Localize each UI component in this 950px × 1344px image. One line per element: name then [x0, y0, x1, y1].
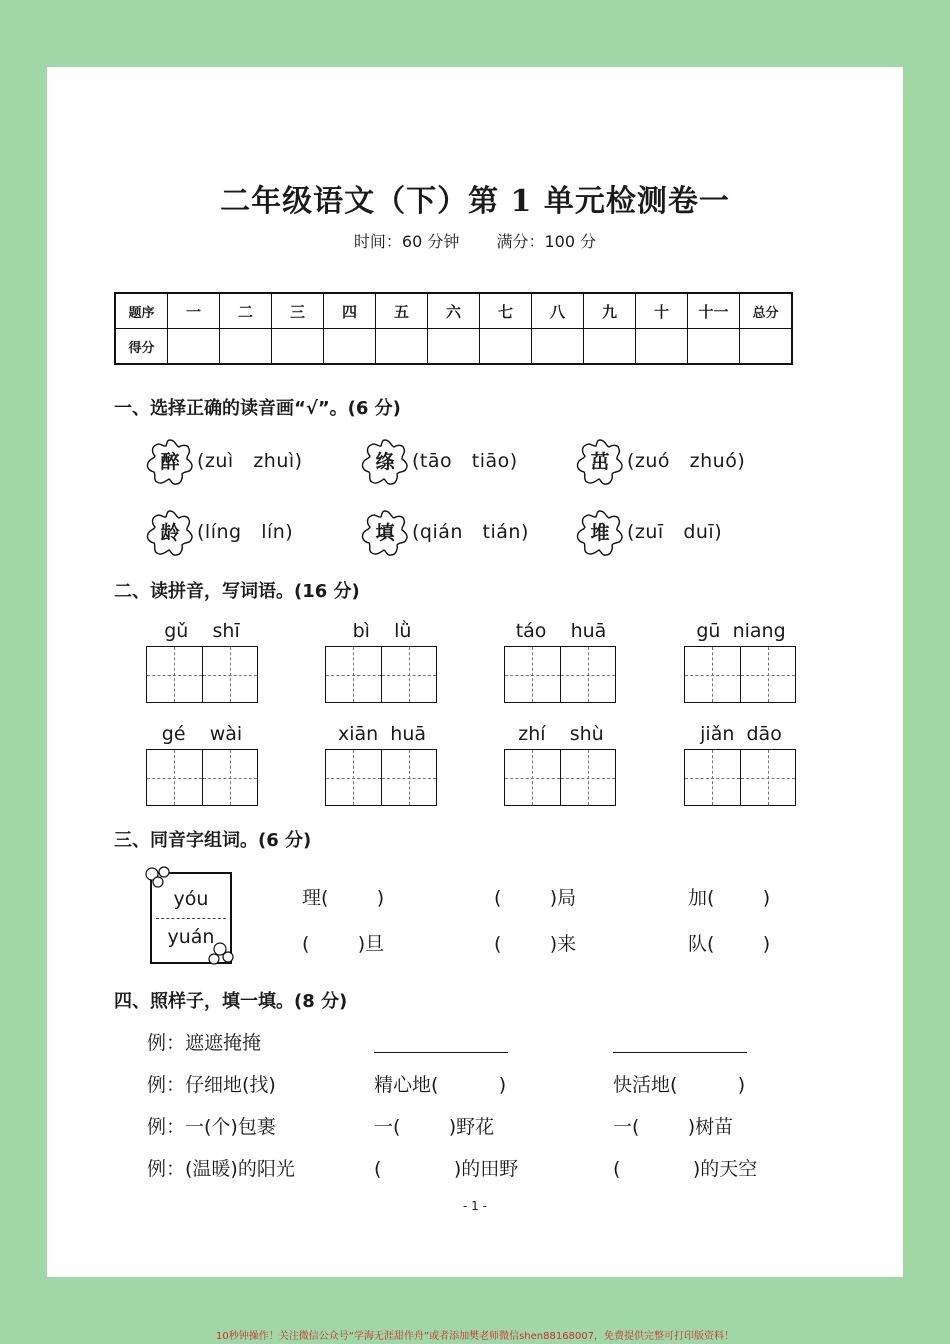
fill-blank[interactable]: ( )的田野 [374, 1158, 519, 1180]
score-cell[interactable] [532, 329, 584, 365]
answer-line[interactable] [374, 1052, 508, 1053]
pinyin-label: gé wài [161, 723, 243, 745]
time-limit: 时间：60 分钟 [353, 232, 460, 251]
homophone-blank[interactable]: ( )局 [494, 887, 577, 909]
homophone-top: yóu [173, 888, 209, 910]
score-cell[interactable] [220, 329, 272, 365]
score-header-cell: 十一 [688, 293, 740, 329]
flower-char-box [360, 508, 410, 558]
score-header-cell: 总分 [740, 293, 793, 329]
score-header-cell: 九 [584, 293, 636, 329]
section-4-heading: 四、照样子，填一填。(8 分) [114, 991, 348, 1012]
score-cell[interactable] [168, 329, 220, 365]
homophone-divider [156, 918, 226, 919]
score-cell[interactable] [636, 329, 688, 365]
score-header-cell: 题序 [115, 293, 168, 329]
score-cell[interactable] [272, 329, 324, 365]
homophone-blank[interactable]: ( )来 [494, 933, 577, 955]
fill-blank[interactable]: 快活地( ) [613, 1074, 746, 1096]
answer-line[interactable] [613, 1052, 747, 1053]
full-score: 满分：100 分 [496, 232, 597, 251]
footer-notice: 10秒钟操作！关注微信公众号“学海无涯甜作舟”或者添加樊老师微信shen88168007，免费提供完整可打印版资料！ [215, 1331, 735, 1342]
pinyin-options[interactable]: (qián tián) [412, 521, 529, 543]
score-header-cell: 六 [428, 293, 480, 329]
score-cell[interactable] [376, 329, 428, 365]
score-row-label: 得分 [115, 329, 168, 365]
writing-grid[interactable] [325, 646, 437, 703]
pinyin-label: bì lǜ [352, 620, 412, 642]
writing-grid[interactable] [684, 646, 796, 703]
score-header-cell: 八 [532, 293, 584, 329]
flower-decoration-icon [200, 935, 240, 967]
score-header-cell: 七 [480, 293, 532, 329]
flower-char: 龄 [160, 522, 180, 544]
flower-char-box [145, 437, 195, 487]
page-number: - 1 - [463, 1199, 487, 1213]
pinyin-label: gū niang [696, 620, 786, 642]
homophone-bottom: yuán [167, 926, 215, 948]
pinyin-options[interactable]: (zuì zhuì) [197, 450, 303, 472]
pinyin-options[interactable]: (tāo tiāo) [412, 450, 518, 472]
writing-grid[interactable] [504, 646, 616, 703]
fill-blank[interactable]: 精心地( ) [374, 1074, 507, 1096]
flower-char: 茁 [590, 451, 610, 473]
flower-char: 填 [375, 522, 395, 544]
example-text: 例：一(个)包裹 [147, 1116, 276, 1138]
score-header-cell: 十 [636, 293, 688, 329]
pinyin-options[interactable]: (zuī duī) [627, 521, 723, 543]
score-table-score-row [115, 329, 792, 365]
writing-grid[interactable] [146, 646, 258, 703]
pinyin-label: xiān huā [337, 723, 427, 745]
score-header-cell: 四 [324, 293, 376, 329]
homophone-blank[interactable]: 加( ) [688, 887, 771, 909]
pinyin-options[interactable]: (líng lín) [197, 521, 294, 543]
flower-char: 绦 [375, 451, 395, 473]
pinyin-options[interactable]: (zuó zhuó) [627, 450, 746, 472]
fill-blank[interactable]: 一( )野花 [374, 1116, 495, 1138]
score-header-cell: 一 [168, 293, 220, 329]
homophone-blank[interactable]: 队( ) [688, 933, 771, 955]
flower-char: 堆 [590, 522, 610, 544]
example-text: 例：遮遮掩掩 [147, 1032, 262, 1054]
pinyin-label: jiǎn dāo [700, 723, 782, 745]
writing-grid[interactable] [504, 749, 616, 806]
page-title: 二年级语文（下）第 1 单元检测卷一 [220, 184, 730, 219]
flower-char-box [575, 508, 625, 558]
score-cell[interactable] [428, 329, 480, 365]
pinyin-label: táo huā [515, 620, 607, 642]
flower-char-box [360, 437, 410, 487]
flower-decoration-icon [140, 862, 180, 892]
score-table-header-row [115, 293, 792, 329]
flower-char-box [145, 508, 195, 558]
score-cell[interactable] [584, 329, 636, 365]
fill-blank[interactable]: 一( )树苗 [613, 1116, 734, 1138]
score-header-cell: 五 [376, 293, 428, 329]
homophone-blank[interactable]: ( )旦 [302, 933, 385, 955]
pinyin-label: gǔ shī [164, 620, 240, 642]
flower-char: 醉 [160, 451, 180, 473]
pinyin-label: zhí shù [518, 723, 604, 745]
writing-grid[interactable] [325, 749, 437, 806]
writing-grid[interactable] [146, 749, 258, 806]
score-header-cell: 三 [272, 293, 324, 329]
section-1-heading: 一、选择正确的读音画“√”。(6 分) [114, 398, 401, 419]
flower-char-box [575, 437, 625, 487]
homophone-blank[interactable]: 理( ) [302, 887, 385, 909]
exam-meta [0, 229, 950, 252]
section-2-heading: 二、读拼音，写词语。(16 分) [114, 581, 360, 602]
score-cell[interactable] [740, 329, 793, 365]
example-text: 例：(温暖)的阳光 [147, 1158, 295, 1180]
fill-blank[interactable]: ( )的天空 [613, 1158, 758, 1180]
section-3-heading: 三、同音字组词。(6 分) [114, 830, 312, 851]
example-text: 例：仔细地(找) [147, 1074, 276, 1096]
score-header-cell: 二 [220, 293, 272, 329]
score-cell[interactable] [688, 329, 740, 365]
score-table [114, 292, 793, 365]
writing-grid[interactable] [684, 749, 796, 806]
score-cell[interactable] [324, 329, 376, 365]
score-cell[interactable] [480, 329, 532, 365]
